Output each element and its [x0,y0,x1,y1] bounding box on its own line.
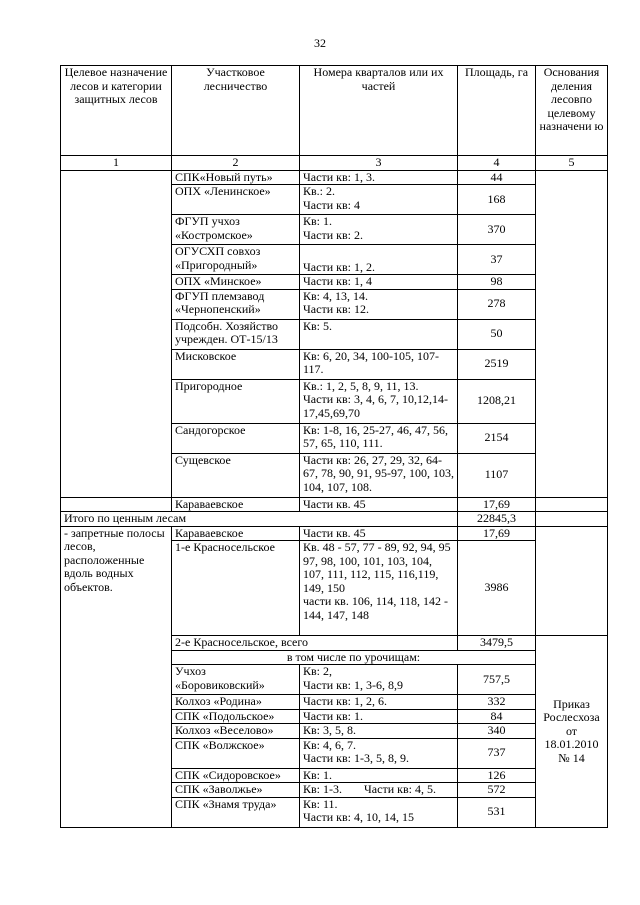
area-value: 50 [458,319,536,349]
quarters-line: Части кв: 1, 4 [303,274,372,288]
forestry-name: ОПХ «Минское» [172,275,300,290]
quarters-parts-line: Части кв: 1, 2. [303,259,375,274]
quarters-line: Кв: 6, 20, 34, 100-105, 107-117. [303,349,439,376]
forestry-name: Караваевское [172,526,300,541]
total-row [61,512,608,527]
quarters-line: Части кв: 26, 27, 29, 32, 64-67, 78, 90, 91, 95-97, 100, 103, 104, 107, 108. [303,453,454,494]
quarters-line: Кв: 1. [303,214,333,228]
column-number-row [61,156,608,171]
area-value: 531 [458,797,536,827]
forestry-name: ОГУСХП совхоз «Пригородный» [172,245,300,275]
header-purpose: Целевое назначение лесов и категории защитных лесов [61,66,172,156]
quarters-parts-line: Части кв: 3, 4, 6, 7, 10,12,14- 17,45,69,70 [303,392,448,420]
header-quarters: Номера кварталов или их частей [300,66,458,156]
area-value: 370 [458,215,536,245]
table-row [61,170,608,185]
quarters-line: Кв: 2, [303,664,333,678]
area-value: 572 [458,783,536,798]
forestry-name: ФГУП учхоз «Костромское» [172,215,300,245]
area-value: 278 [458,289,536,319]
quarters-line: Кв: 4, 6, 7. [303,738,357,752]
header-area: Площадь, га [458,66,536,156]
total-area: 22845,3 [458,512,536,527]
quarters-line: Кв: 1-3. [303,782,342,796]
area-value: 37 [458,245,536,275]
header-basis: Основания деления лесовпо целевому назначени ю [536,66,608,156]
basis-cell-empty [536,512,608,527]
quarters-cell: Части кв. 45 [300,526,458,541]
tract-name: СПК «Заволжье» [172,783,300,798]
quarters-cell [300,245,458,275]
forestry-name: Сандогорское [172,423,300,453]
header-row [61,66,608,156]
quarters-cell [300,170,458,185]
quarters-cell [300,738,458,768]
page-number: 32 [314,36,326,50]
quarters-line: Кв.: 2. [303,184,336,198]
basis-cell-empty [536,170,608,497]
quarters-line: Кв: 5. [303,319,333,333]
quarters-line: Кв: 3, 5, 8. [303,723,357,737]
area-value: 84 [458,709,536,724]
area-value: 340 [458,724,536,739]
quarters-cell [300,724,458,739]
col-num-5: 5 [536,156,608,171]
tract-name: Учхоз «Боровиковский» [172,665,300,695]
quarters-cell [300,797,458,827]
quarters-line: Кв: 4, 13, 14. [303,289,369,303]
basis-order: Приказ Рослесхоза от 18.01.2010 № 14 [536,636,608,828]
forestry-name: Подсобн. Хозяйство учрежден. ОТ-15/13 [172,319,300,349]
quarters-parts-line: Части кв: 4 [303,197,360,212]
tract-name: СПК «Знамя труда» [172,797,300,827]
quarters-line: Части кв: 1. [303,709,363,723]
header-forestry: Участковое лесничество [172,66,300,156]
area-value: 44 [458,170,536,185]
area-value: 126 [458,768,536,783]
area-value: 17,69 [458,526,536,541]
area-value: 757,5 [458,665,536,695]
quarters-cell [300,665,458,695]
forestry-name: СПК«Новый путь» [172,170,300,185]
quarters-cell [300,423,458,453]
purpose-cell-empty [61,497,172,512]
quarters-cell [300,768,458,783]
area-value: 3479,5 [458,636,536,651]
quarters-line: Кв.: 1, 2, 5, 8, 9, 11, 13. [303,379,419,393]
area-value: 1208,21 [458,379,536,423]
quarters-cell [300,453,458,497]
forestry-name: Мисковское [172,349,300,379]
forestry-name: ОПХ «Ленинское» [172,185,300,215]
quarters-cell [300,695,458,710]
basis-cell-empty [536,526,608,636]
quarters-line: Части кв: 1, 3. [303,170,375,184]
quarters-cell [300,215,458,245]
tract-name: СПК «Волжское» [172,738,300,768]
area-value: 1107 [458,453,536,497]
forestry-name: Пригородное [172,379,300,423]
area-value: 17,69 [458,497,536,512]
col-num-2: 2 [172,156,300,171]
subheading: в том числе по урочищам: [172,650,536,665]
tract-name: СПК «Подольское» [172,709,300,724]
table-row [61,497,608,512]
quarters-cell [300,379,458,423]
basis-cell-empty [536,497,608,512]
tract-name: Колхоз «Родина» [172,695,300,710]
tract-name: Колхоз «Веселово» [172,724,300,739]
quarters-cell [300,349,458,379]
quarters-cell [300,709,458,724]
area-value: 98 [458,275,536,290]
quarters-cell [300,289,458,319]
forestry-name: 1-е Красносельское [172,541,300,636]
col-num-3: 3 [300,156,458,171]
forestry-name: 2-е Красносельское, всего [172,636,458,651]
quarters-cell [300,185,458,215]
col-num-1: 1 [61,156,172,171]
quarters-parts-line: Части кв: 4, 10, 14, 15 [303,810,414,824]
forestry-name: ФГУП племзавод «Чернопенский» [172,289,300,319]
forestry-name: Караваевское [172,497,300,512]
quarters-line: Части кв: 1, 2, 6. [303,694,387,708]
area-value: 2154 [458,423,536,453]
quarters-cell [300,541,458,636]
quarters-line: Кв. 48 - 57, 77 - 89, 92, 94, 95 97, 98, 100, 101, 103, 104, 107, 111, 112, 115, 116,119, 149, 150 [303,540,451,595]
tract-name: СПК «Сидоровское» [172,768,300,783]
quarters-cell [300,319,458,349]
quarters-cell [300,275,458,290]
quarters-line: Части кв. 45 [303,497,366,511]
quarters-parts-line: Части кв: 4, 5. [364,782,436,796]
forest-table [60,65,608,828]
area-value: 737 [458,738,536,768]
quarters-parts-line: Части кв: 12. [303,302,369,316]
area-value: 332 [458,695,536,710]
quarters-line: части кв. 106, 114, 118, 142 - 144, 147, 148 [303,594,448,622]
quarters-cell [300,783,458,798]
quarters-line: Кв: 11. [303,797,338,811]
category-label: - запретные полосы лесов, расположенные вдоль водных объектов. [61,526,172,827]
table-row [61,526,608,541]
quarters-parts-line: Части кв: 1-3, 5, 8, 9. [303,751,409,765]
area-value: 168 [458,185,536,215]
quarters-line: Кв: 1. [303,768,333,782]
area-value: 2519 [458,349,536,379]
quarters-cell [300,497,458,512]
quarters-parts-line: Части кв: 2. [303,227,363,242]
quarters-line: Кв: 1-8, 16, 25-27, 46, 47, 56, 57, 65, 110, 111. [303,423,448,450]
forestry-name: Сущевское [172,453,300,497]
total-label: Итого по ценным лесам [61,512,458,527]
purpose-cell-empty [61,170,172,497]
quarters-parts-line: Части кв: 1, 3-6, 8,9 [303,677,403,692]
col-num-4: 4 [458,156,536,171]
area-value: 3986 [458,541,536,636]
